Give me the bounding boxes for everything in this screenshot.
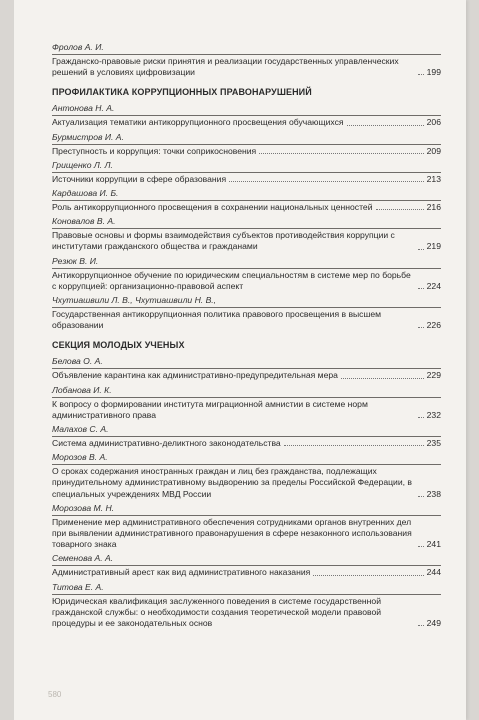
entry-title: Актуализация тематики антикоррупционного просвещения обучающихся [52,117,344,128]
toc-entry [52,582,441,630]
toc-entry [52,503,441,551]
entry-title-row [52,370,441,381]
toc-entry [52,188,441,213]
leader-dots [229,181,424,182]
entry-divider [52,594,441,595]
entry-title: Система административно-деликтного законодательства [52,438,281,449]
entry-title-row [52,399,441,421]
toc-entry [52,452,441,500]
entry-author: Титова Е. А. [52,581,104,592]
toc-entry [52,295,441,331]
entry-author: Коновалов В. А. [52,216,116,227]
entry-title: Административный арест как вид административного наказания [52,567,311,578]
entry-page-number: 229 [426,370,441,381]
entry-author: Лобанова И. К. [52,384,112,395]
entry-divider [52,54,441,55]
toc-entry [52,42,441,78]
entry-divider [52,144,441,145]
entry-title: Роль антикоррупционного просвещения в сохранении национальных ценностей [52,202,373,213]
entry-author: Малахов С. А. [52,424,109,435]
entry-author: Резюк В. И. [52,255,99,266]
entry-title-row [52,117,441,128]
entry-author: Белова О. А. [52,356,103,367]
leader-dots [341,378,424,379]
entry-title-row [52,230,441,252]
entry-divider [52,268,441,269]
leader-dots [313,575,423,576]
toc-entry [52,553,441,578]
entry-title: К вопросу о формировании института миграционной амнистии в системе норм административного права [52,398,368,420]
entry-title-row [52,466,441,500]
entry-divider [52,565,441,566]
leader-dots [418,496,424,497]
entry-title: Источники коррупции в сфере образования [52,173,227,184]
entry-author: Бурмистров И. А. [52,131,124,142]
entry-author: Морозова М. Н. [52,502,115,513]
toc-entry [52,132,441,157]
book-page [14,0,466,720]
leader-dots [259,153,423,154]
entry-title: Юридическая квалификация заслуженного поведения в системе государственной гражданской службы: о необходимости создания теоретической модели правовой процедуры и ее законодательных основ [52,595,382,629]
entry-divider [52,464,441,465]
entry-title-row [52,596,441,630]
toc-entry [52,385,441,421]
entry-divider [52,172,441,173]
entry-page-number: 249 [426,618,441,629]
entry-page-number: 219 [426,241,441,252]
entry-page-number: 224 [426,280,441,291]
entry-author: Морозов В. А. [52,452,108,463]
entry-page-number: 235 [426,438,441,449]
entry-title: Государственная антикоррупционная политика правового просвещения в высшем образовании [52,309,382,331]
toc-entry [52,424,441,449]
entry-author: Семенова А. А. [52,553,114,564]
entry-page-number: 199 [426,67,441,78]
entry-title-row [52,270,441,292]
entry-page-number: 209 [426,145,441,156]
toc-entry [52,216,441,252]
entry-page-number: 232 [426,409,441,420]
entry-divider [52,436,441,437]
section-heading: ПРОФИЛАКТИКА КОРРУПЦИОННЫХ ПРАВОНАРУШЕНИЙ [52,87,312,98]
entry-title: Антикоррупционное обучение по юридическим специальностям в системе мер по борьбе с коррупцией: организационно-правовой аспект [52,269,411,291]
entry-divider [52,368,441,369]
leader-dots [347,125,424,126]
entry-divider [52,200,441,201]
entry-title-row [52,202,441,213]
entry-title: Объявление карантина как административно-предупредительная мера [52,370,338,381]
toc-entry [52,160,441,185]
entry-title-row [52,567,441,578]
leader-dots [418,417,424,418]
leader-dots [418,546,424,547]
entry-title: Правовые основы и формы взаимодействия субъектов противодействия коррупции с институтами гражданского общества и гражданами [52,230,395,252]
entry-title-row [52,517,441,551]
table-of-contents [52,42,441,632]
entry-page-number: 226 [426,320,441,331]
entry-divider [52,115,441,116]
entry-title: Применение мер административного обеспечения сотрудниками органов внутренних дел при выявлении административного правонарушения в сфере незаконного использования товарного знака [52,516,412,550]
entry-title: Преступность и коррупция: точки соприкосновения [52,145,257,156]
entry-page-number: 241 [426,539,441,550]
entry-title: Гражданско-правовые риски принятия и реализации государственных управленческих решений в условиях цифровизации [52,56,399,78]
entry-page-number: 244 [426,567,441,578]
entry-author: Чхутиашвили Л. В., Чхутиашвили Н. В., [52,295,217,306]
page-number: 580 [48,690,62,699]
toc-entry [52,256,441,292]
entry-author: Грищенко Л. Л. [52,159,113,170]
entry-title: О сроках содержания иностранных граждан и лиц без гражданства, подлежащих принудительному административному выдворению за пределы Российской Федерации, в специальных учреждениях МВД России [52,466,412,499]
leader-dots [418,249,424,250]
entry-title-row [52,438,441,449]
leader-dots [376,209,424,210]
entry-divider [52,228,441,229]
toc-entry [52,103,441,128]
entry-title-row [52,146,441,157]
leader-dots [418,74,424,75]
entry-page-number: 216 [426,202,441,213]
entry-page-number: 206 [426,117,441,128]
entry-title-row [52,56,441,78]
entry-author: Фролов А. И. [52,42,104,52]
toc-entry [52,356,441,381]
entry-title-row [52,309,441,331]
leader-dots [284,445,424,446]
leader-dots [418,288,424,289]
leader-dots [418,625,424,626]
entry-page-number: 213 [426,173,441,184]
entry-divider [52,307,441,308]
entry-page-number: 238 [426,488,441,499]
leader-dots [418,327,424,328]
section-heading: СЕКЦИЯ МОЛОДЫХ УЧЕНЫХ [52,340,185,351]
entry-author: Кардашова И. Б. [52,188,119,199]
entry-author: Антонова Н. А. [52,103,115,114]
entry-title-row [52,174,441,185]
entry-divider [52,397,441,398]
entry-divider [52,515,441,516]
